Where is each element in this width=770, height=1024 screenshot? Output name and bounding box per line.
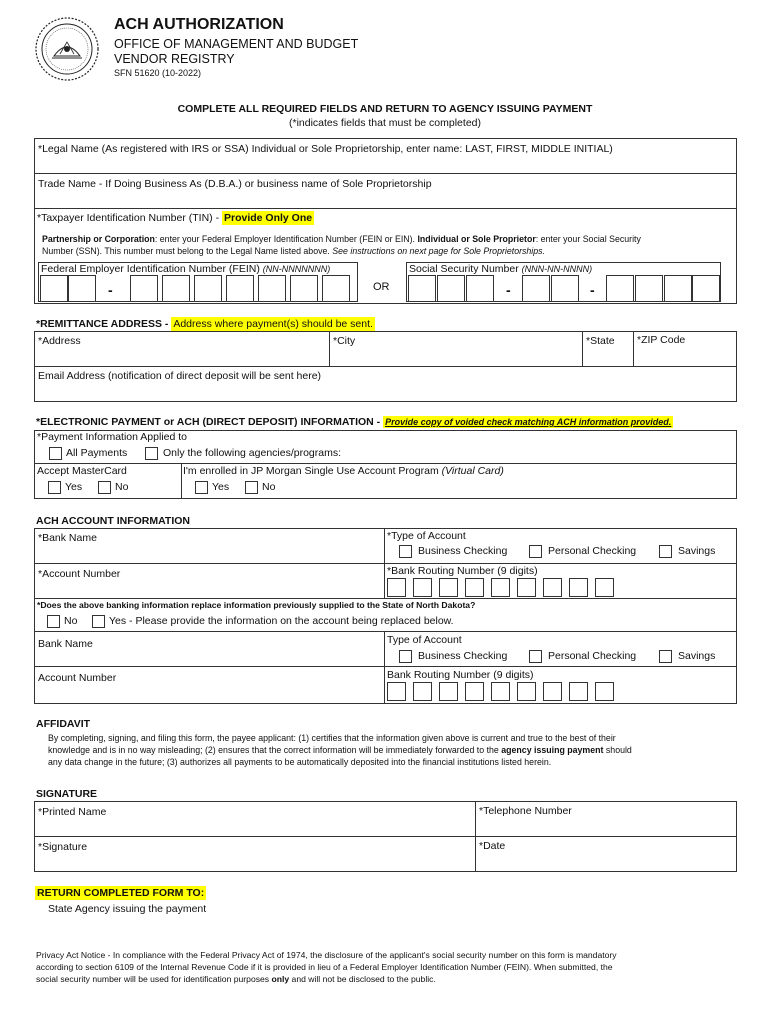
routing2-digit-8[interactable] (569, 682, 588, 701)
only-following-checkbox[interactable] (145, 447, 158, 460)
tin-label: *Taxpayer Identification Number (TIN) - Provide Only One (37, 212, 313, 224)
form-number: SFN 51620 (10-2022) (114, 68, 202, 78)
fein-label: Federal Employer Identification Number (FEIN) (NN-NNNNNNN) (41, 263, 331, 275)
routing-digit-1[interactable] (387, 578, 406, 597)
all-payments-checkbox[interactable] (49, 447, 62, 460)
signature-title: SIGNATURE (36, 788, 98, 800)
account-number2-field[interactable]: Account Number (34, 666, 385, 704)
office-name: OFFICE OF MANAGEMENT AND BUDGET (114, 37, 359, 51)
ach-title: ACH ACCOUNT INFORMATION (36, 515, 190, 527)
routing2-digit-1[interactable] (387, 682, 406, 701)
fein-digit-3[interactable] (130, 275, 158, 302)
fein-digit-4[interactable] (162, 275, 190, 302)
routing-digit-9[interactable] (595, 578, 614, 597)
jpmorgan-label: I'm enrolled in JP Morgan Single Use Account Program (Virtual Card) (183, 465, 504, 477)
routing-digit-5[interactable] (491, 578, 510, 597)
return-title: RETURN COMPLETED FORM TO: (37, 887, 205, 899)
only-following-label: Only the following agencies/programs: (163, 447, 342, 459)
all-payments-label: All Payments (66, 447, 128, 459)
fein-digit-7[interactable] (258, 275, 286, 302)
ssn-digit-4[interactable] (522, 275, 550, 302)
ssn-digit-8[interactable] (664, 275, 692, 302)
mastercard-label: Accept MasterCard (37, 465, 127, 477)
savings-checkbox[interactable] (659, 545, 672, 558)
replace-question: *Does the above banking information replace information previously supplied to the State of North Dakota? (37, 600, 476, 610)
privacy-line-2: according to section 6109 of the Internal Revenue Code if it is provided in lieu of a Federal Employer Identification Number (FEIN). When submitted, the (36, 962, 613, 972)
signature-field[interactable]: *Signature (34, 836, 476, 872)
routing-digit-6[interactable] (517, 578, 536, 597)
zip-field[interactable]: *ZIP Code (633, 331, 737, 367)
date-field[interactable]: *Date (475, 836, 737, 872)
routing2-digit-9[interactable] (595, 682, 614, 701)
business-checking2-checkbox[interactable] (399, 650, 412, 663)
ssn-digit-9[interactable] (692, 275, 720, 302)
affidavit-title: AFFIDAVIT (36, 718, 91, 730)
savings2-checkbox[interactable] (659, 650, 672, 663)
replace-no-checkbox[interactable] (47, 615, 60, 628)
fein-digit-1[interactable] (40, 275, 68, 302)
routing-digit-8[interactable] (569, 578, 588, 597)
ssn-digit-2[interactable] (437, 275, 465, 302)
fein-digit-2[interactable] (68, 275, 96, 302)
bank-name-field[interactable]: *Bank Name (34, 528, 385, 564)
remittance-title: *REMITTANCE ADDRESS - Address where payment(s) should be sent. (36, 318, 373, 330)
fein-digit-9[interactable] (322, 275, 350, 302)
return-agency: State Agency issuing the payment (48, 903, 207, 915)
routing2-digit-5[interactable] (491, 682, 510, 701)
routing2-digit-4[interactable] (465, 682, 484, 701)
routing2-digit-7[interactable] (543, 682, 562, 701)
ssn-digit-1[interactable] (408, 275, 436, 302)
city-field[interactable]: *City (329, 331, 583, 367)
legal-name-field[interactable] (34, 138, 737, 174)
tin-note-2: Number (SSN). This number must belong to the Legal Name listed above. See instructions on next page for Sole Proprietorships. (42, 246, 545, 256)
tin-note-1: Partnership or Corporation: enter your Federal Employer Identification Number (FEIN or EIN). Individual or Sole Proprietor: enter your Social Security (42, 234, 641, 244)
account-number-field[interactable]: *Account Number (34, 563, 385, 599)
applied-to-label: *Payment Information Applied to (37, 431, 188, 443)
fein-dash: - (108, 282, 113, 298)
jpmorgan-yes-checkbox[interactable] (195, 481, 208, 494)
address-field[interactable]: *Address (34, 331, 330, 367)
ssn-dash-2: - (590, 282, 595, 298)
mastercard-no-checkbox[interactable] (98, 481, 111, 494)
privacy-line-3: social security number will be used for identification purposes only and will not be disclosed to the public. (36, 974, 436, 984)
printed-name-field[interactable]: *Printed Name (34, 801, 476, 837)
electronic-title: *ELECTRONIC PAYMENT or ACH (DIRECT DEPOSIT) INFORMATION - Provide copy of voided check matching ACH information provided. (36, 416, 672, 428)
fein-digit-8[interactable] (290, 275, 318, 302)
registry-name: VENDOR REGISTRY (114, 52, 235, 66)
affidavit-line-3: any data change in the future; (3) authorizes all payments to be automatically deposited into the financial institutions listed herein. (48, 757, 552, 767)
ssn-digit-5[interactable] (551, 275, 579, 302)
email-field[interactable]: Email Address (notification of direct deposit will be sent here) (34, 366, 737, 402)
instructions-note: (*indicates fields that must be completed) (288, 117, 481, 129)
ssn-label: Social Security Number (NNN-NN-NNNN) (409, 263, 593, 275)
privacy-line-1: Privacy Act Notice - In compliance with the Federal Privacy Act of 1974, the disclosure of the applicant's social security number on this form is mandatory (36, 950, 617, 960)
telephone-field[interactable]: *Telephone Number (475, 801, 737, 837)
state-seal-icon (34, 16, 100, 82)
affidavit-line-2: knowledge and is in no way misleading; (2) ensures that the correct information will be immediately forwarded to the agency issuing payment should (48, 745, 632, 755)
routing-digit-4[interactable] (465, 578, 484, 597)
ssn-dash-1: - (506, 282, 511, 298)
tin-highlight: Provide Only One (223, 212, 313, 224)
mastercard-yes-checkbox[interactable] (48, 481, 61, 494)
trade-name-label: Trade Name - If Doing Business As (D.B.A.) or business name of Sole Proprietorship (38, 178, 432, 190)
routing-digit-2[interactable] (413, 578, 432, 597)
instructions-main: COMPLETE ALL REQUIRED FIELDS AND RETURN TO AGENCY ISSUING PAYMENT (177, 103, 593, 115)
business-checking-checkbox[interactable] (399, 545, 412, 558)
routing2-digit-2[interactable] (413, 682, 432, 701)
trade-name-field[interactable] (34, 173, 737, 209)
fein-digit-5[interactable] (194, 275, 222, 302)
replace-yes-checkbox[interactable] (92, 615, 105, 628)
ssn-digit-6[interactable] (606, 275, 634, 302)
routing-digit-7[interactable] (543, 578, 562, 597)
routing2-digit-3[interactable] (439, 682, 458, 701)
personal-checking2-checkbox[interactable] (529, 650, 542, 663)
state-field[interactable]: *State (582, 331, 634, 367)
routing-digit-3[interactable] (439, 578, 458, 597)
affidavit-line-1: By completing, signing, and filing this form, the payee applicant: (1) certifies that the information given above is current and true to the best of their (48, 733, 616, 743)
tin-or: OR (373, 281, 390, 293)
legal-name-label: *Legal Name (As registered with IRS or SSA) Individual or Sole Proprietorship, enter name: LAST, FIRST, MIDDLE INITIAL) (38, 143, 613, 155)
jpmorgan-no-checkbox[interactable] (245, 481, 258, 494)
ssn-digit-3[interactable] (466, 275, 494, 302)
ssn-digit-7[interactable] (635, 275, 663, 302)
routing2-digit-6[interactable] (517, 682, 536, 701)
fein-digit-6[interactable] (226, 275, 254, 302)
bank-name2-field[interactable]: Bank Name (34, 631, 385, 667)
form-title: ACH AUTHORIZATION (114, 16, 284, 33)
personal-checking-checkbox[interactable] (529, 545, 542, 558)
